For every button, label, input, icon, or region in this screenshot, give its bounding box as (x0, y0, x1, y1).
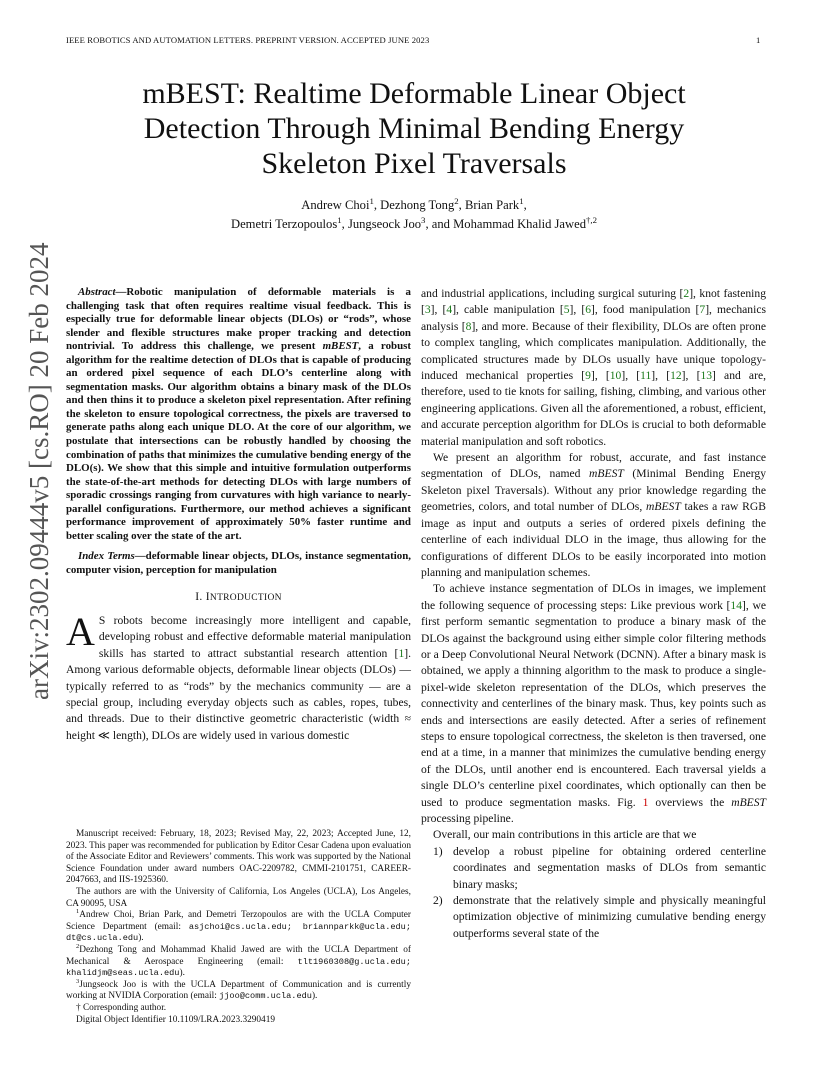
affiliation-mark: 2 (454, 195, 459, 206)
citation-link[interactable]: 7 (699, 303, 706, 317)
paragraph-text: ], cable manipulation [ (452, 303, 564, 317)
paragraph (421, 581, 766, 827)
method-name: mBEST (589, 467, 624, 481)
citation-link[interactable]: 14 (730, 598, 743, 612)
index-terms-label: Index Terms (78, 550, 135, 563)
paragraph-text: takes a raw RGB image as input and outputs a series of ordered pixels defining the centerline of each individual DLO in the image, thus allowing for the configurations of different DLOs to be easily incorporated into motion planning and manipulation schemes. (421, 500, 766, 579)
page-number: 1 (756, 35, 761, 45)
footnote: Digital Object Identifier 10.1109/LRA.2023.3290419 (76, 1014, 275, 1025)
paragraph-text: ], [ (621, 369, 641, 383)
index-terms-text: —deformable linear objects, DLOs, instance segmentation, computer vision, perception for manipulation (66, 550, 411, 576)
list-text: demonstrate that the relatively simple and physically meaningful optimization objective of minimizing cumulative bending energy outperforms several state of the (453, 894, 766, 940)
paragraph (421, 450, 766, 581)
paragraph-text: ]. Among various deformable objects, deformable linear objects (DLOs) — typically referred to as “rods” by the mechanics community — are a special group, including everyday objects such as cables, ropes, tubes, and threads. Due to their distinctive geometric characteristic (width ≈ height ≪ length), DLOs are widely used in various domestic (66, 646, 411, 742)
paragraph-text: overviews the (648, 795, 732, 809)
paragraph: Overall, our main contributions in this article are that we (433, 828, 697, 842)
footnote (66, 977, 411, 1003)
paragraph-text: (Minimal Bending Energy Skeleton pixel Traversals). Without any prior knowledge regarding the geometries, colors, and total number of DLOs, (421, 467, 766, 514)
method-name: mBEST (645, 500, 681, 514)
footnote-text: ). (179, 968, 185, 979)
title-line: Skeleton Pixel Traversals (261, 147, 567, 180)
abstract-label: Abstract (78, 286, 116, 298)
list-item (421, 893, 766, 942)
citation-link[interactable]: 3 (424, 303, 431, 317)
dropcap: A (66, 608, 95, 654)
paragraph (421, 286, 766, 450)
abstract-text: , a robust algorithm for the realtime detection of DLOs that is capable of producing an ordered pixel sequence of each DLO’s centerline along with segmentation masks. Our algorithm obtains a binary mask of the DLOs and then thins it to produce a skeleton pixel representation. After refining the skeleton to ensure topological correctness, the pixels are traversed to generate paths along each unique DLO. At the core of our algorithm, we postulate that intersections can be robustly handled by choosing the combination of paths that minimizes the cumulative bending energy of the DLO(s). We show that this simple and intuitive formulation outperforms the state-of-the-art methods for detecting DLOs with large numbers of sporadic crossings ranging from curvatures with high variance to nearly-parallel configurations. Furthermore, our method achieves a significant performance improvement of approximately 50% faster runtime and better scaling over the state of the art. (66, 340, 411, 542)
footnote-text: ). (311, 991, 318, 1002)
email-link[interactable]: asjchoi@cs.ucla.edu; briannparkk@ucla.edu; dt@cs.ucla.edu (66, 921, 412, 944)
author-line (0, 215, 828, 234)
intro-paragraph (66, 608, 411, 744)
paragraph-text: and industrial applications, including surgical suturing [ (421, 287, 684, 300)
method-name: mBEST (322, 340, 359, 353)
affiliation-mark: 1 (337, 214, 342, 225)
paragraph-text: We present an algorithm for robust, accurate, and fast instance segmentation of DLOs, named (421, 451, 766, 481)
paragraph-text: ], [ (569, 303, 586, 317)
footnote (66, 942, 411, 980)
citation-link[interactable]: 11 (640, 369, 652, 383)
author: , and Mohammad Khalid Jawed (425, 217, 586, 231)
right-column (421, 286, 766, 942)
paragraph-text: processing pipeline. (421, 812, 514, 825)
author-line (0, 196, 828, 215)
list-number: 2) (433, 894, 443, 908)
footnote-mark: 1 (76, 908, 80, 916)
affiliation-mark: 1 (369, 195, 374, 206)
paragraph-text: ], food manipulation [ (591, 303, 700, 317)
email-link[interactable]: tlt1960308@g.ucla.edu; khalidjm@seas.ucla.edu (66, 956, 411, 979)
citation-link[interactable]: 1 (398, 646, 405, 660)
method-name: mBEST (731, 795, 766, 809)
paragraph-text: ], [ (651, 369, 671, 383)
footnote: † Corresponding author. (76, 1002, 167, 1013)
footnote-text: ). (138, 933, 144, 944)
index-terms (66, 550, 411, 577)
author-list (0, 196, 828, 234)
affiliation-mark: 3 (421, 214, 426, 225)
footnote (66, 910, 411, 945)
footnotes (66, 829, 411, 1026)
paper-title (0, 76, 828, 181)
citation-link[interactable]: 4 (446, 303, 453, 317)
title-line: mBEST: Realtime Deformable Linear Object (142, 77, 686, 110)
paragraph-text: ], knot fastening [ (421, 287, 766, 317)
footnote-text: Andrew Choi, Brian Park, and Demetri Terzopoulos are with the UCLA Computer Science Department (email: (66, 910, 411, 932)
email-link[interactable]: jjoo@comm.ucla.edu (219, 991, 312, 1002)
abstract-text: —Robotic manipulation of deformable materials is a challenging task that often requires realtime visual feedback. This is especially true for deformable linear objects (DLOs) or “rods”, whose slender and flexible structures make proper tracking and detection nontrivial. To address this challenge, we present (66, 286, 411, 353)
list-item (421, 844, 766, 893)
citation-link[interactable]: 8 (465, 319, 472, 333)
paragraph-text: ], and more. Because of their flexibility, DLOs are often prone to complex tangling, which complicates manipulation. Additionally, the complicated structures made by DLOs usually have unique topology-induced mechanical properties [ (421, 319, 766, 383)
footnote-mark: 2 (76, 942, 80, 950)
footnote-mark: 3 (76, 977, 80, 985)
paragraph-text: To achieve instance segmentation of DLOs in images, we implement the following sequence of processing steps: Like previous work [ (421, 582, 766, 612)
section-heading: I. INTRODUCTION (195, 590, 282, 604)
author: Andrew Choi (301, 198, 370, 212)
author: , Brian Park (458, 198, 520, 212)
author: , Dezhong Tong (373, 198, 455, 212)
left-column (66, 286, 411, 744)
contribution-list (421, 844, 766, 942)
list-number: 1) (433, 844, 443, 858)
citation-link[interactable]: 12 (670, 369, 682, 383)
figure-link[interactable]: 1 (642, 795, 649, 809)
author: , Jungseock Joo (341, 217, 422, 231)
paragraph-text: ], we first perform semantic segmentation to produce a binary mask of the DLOs against the background using either simple color filtering methods or a Deep Convolutional Neural Network (DCNN). After a binary mask is obtained, we apply a thinning algorithm to the mask to produce a single-pixel-wide skeleton representation of the DLOs, which preserves the connectivity and centerlines of the binary mask. Thus, key points such as ends and intersections are easily detected. After a series of refinement steps to ensure topological correctness, the skeleton is then traversed, one end at a time, in a manner that minimizes the cumulative bending energy of the DLOs, until another end is encountered. Each traversal yields a single DLO’s centerline pixel coordinates, which optionally can then be used to produce segmentation masks. Fig. (421, 598, 766, 809)
footnote-text: Dezhong Tong and Mohammad Khalid Jawed are with the UCLA Department of Mechanical & Aerospace Engineering (email: (66, 944, 411, 967)
citation-link[interactable]: 6 (585, 303, 592, 317)
citation-link[interactable]: 13 (700, 369, 713, 383)
footnote: The authors are with the University of California, Los Angeles (UCLA), Los Angeles, CA 90095, USA (66, 886, 411, 909)
author: Demetri Terzopoulos (230, 217, 338, 231)
paragraph-text: ] and are, therefore, used to tie knots for sailing, fishing, climbing, and various other engineering applications. Given all the aforementioned, a robust, efficient, and accurate perception algorithm for DLOs is crucial to both deformable material manipulation and soft robotics. (421, 369, 766, 448)
abstract (66, 286, 411, 543)
citation-link[interactable]: 2 (683, 287, 690, 300)
running-header: IEEE ROBOTICS AND AUTOMATION LETTERS. PREPRINT VERSION. ACCEPTED JUNE 2023 (66, 35, 430, 45)
paragraph-text: S robots become increasingly more intelligent and capable, developing robust and effective deformable material manipulation skills has started to attract substantial research attention [ (98, 613, 411, 660)
paragraph-text: ], mechanics analysis [ (421, 303, 766, 333)
citation-link[interactable]: 5 (563, 303, 570, 317)
arxiv-stamp: arXiv:2302.09444v5 [cs.RO] 20 Feb 2024 (24, 242, 54, 700)
paragraph-text: ], [ (590, 369, 610, 383)
title-line: Detection Through Minimal Bending Energy (143, 112, 685, 145)
footnote-text: Jungseock Joo is with the UCLA Department of Communication and is currently working at NVIDIA Corporation (email: (66, 979, 411, 1002)
affiliation-mark: †,2 (586, 214, 598, 225)
list-text: develop a robust pipeline for obtaining ordered centerline coordinates and segmentation masks of DLOs from semantic binary masks; (453, 844, 766, 891)
paragraph-text: ], [ (681, 369, 701, 383)
separator: , (523, 198, 527, 212)
citation-link[interactable]: 10 (609, 369, 622, 383)
affiliation-mark: 1 (519, 195, 524, 206)
citation-link[interactable]: 9 (585, 369, 591, 383)
paragraph-text: ], [ (430, 303, 447, 317)
footnote: Manuscript received: February, 18, 2023; Revised May, 22, 2023; Accepted June, 12, 2023. This paper was recommended for publication by Editor Cesar Cadena upon evaluation of the Associate Editor and Reviewers’ comments. This work was supported by the National Science Foundation under award numbers OAC-2209782, CMMI-2101751, CAREER-2047663, and IIS-1925360. (66, 829, 411, 886)
